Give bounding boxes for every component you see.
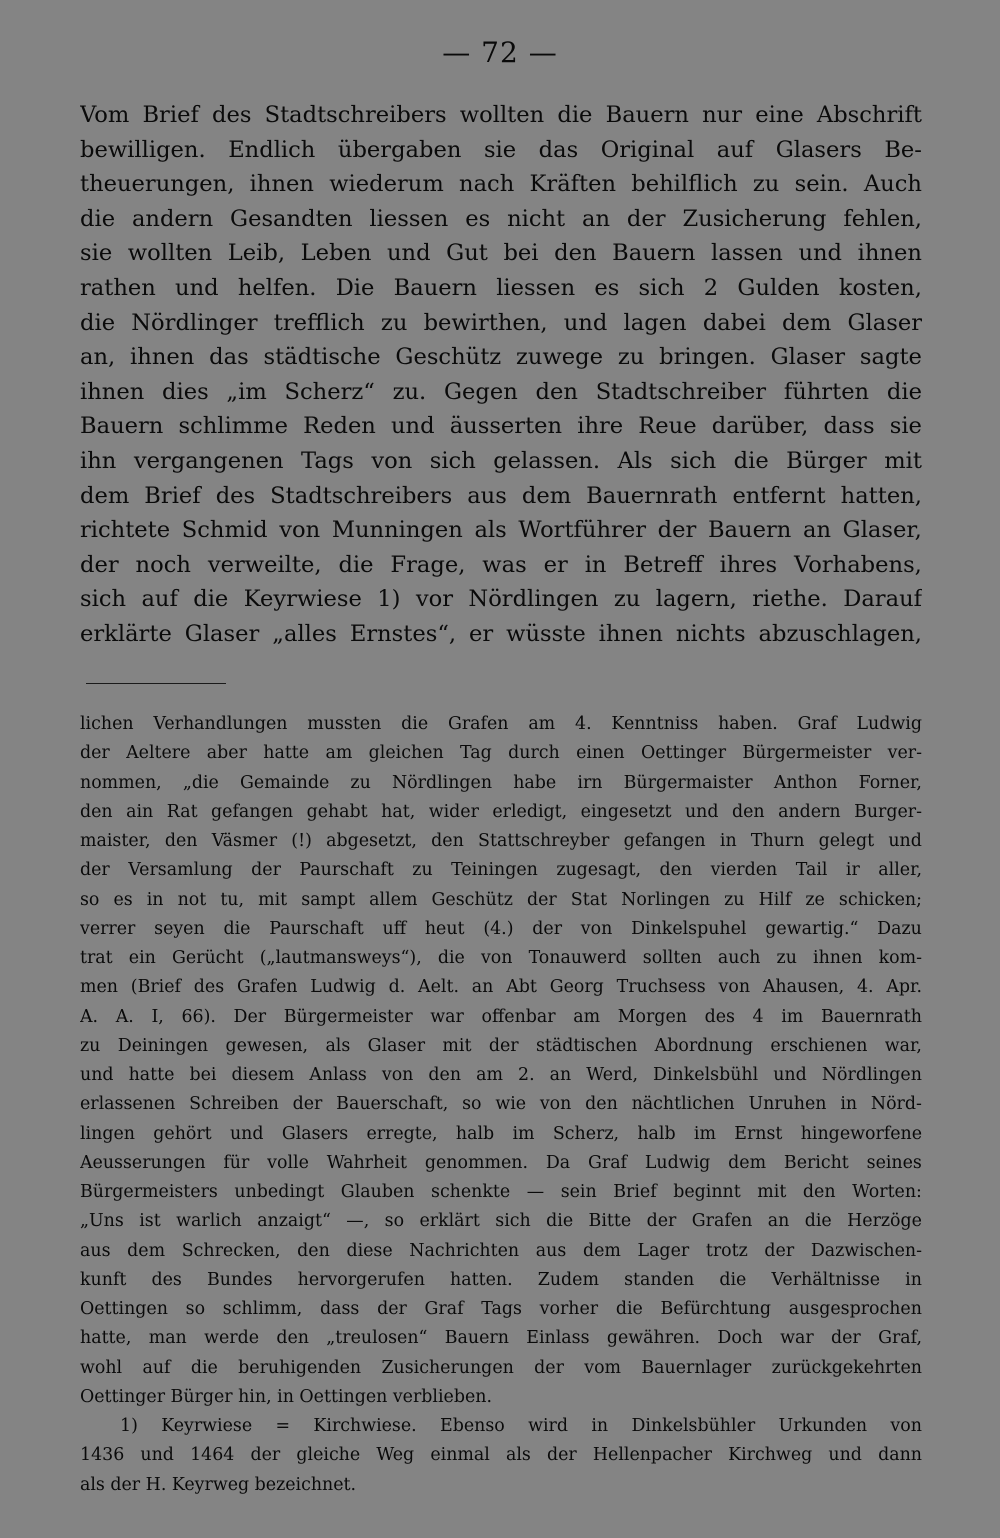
footnote-line: so es in not tu, mit sampt allem Geschütz der Stat Norlingen zu Hilf ze schicken;	[80, 889, 922, 910]
footnote-line: lichen Verhandlungen mussten die Grafen am 4. Kenntniss haben. Graf Ludwig	[80, 714, 922, 734]
main-text-line: ihn vergangenen Tags von sich gelassen. Als sich die Bürger mit	[80, 447, 922, 474]
footnote-line: trat ein Gerücht („lautmansweys“), die von Tonauwerd sollten auch zu ihnen kom-	[80, 948, 922, 968]
footnote-line: „Uns ist warlich anzaigt“ —, so erklärt sich die Bitte der Grafen an die Herzöge	[80, 1211, 922, 1232]
page-number: — 72 —	[442, 36, 558, 69]
footnote-line: men (Brief des Grafen Ludwig d. Aelt. an Abt Georg Truchsess von Ahausen, 4. Apr.	[80, 977, 922, 998]
footnote-line: und hatte bei diesem Anlass von den am 2. an Werd, Dinkelsbühl und Nördlingen	[80, 1065, 922, 1085]
main-text-line: die andern Gesandten liessen es nicht an der Zusicherung fehlen,	[80, 205, 922, 232]
footnote-line: Aeusserungen für volle Wahrheit genommen. Da Graf Ludwig dem Bericht seines	[80, 1152, 922, 1173]
footnote-separator	[86, 683, 226, 684]
footnote-line: maister, den Väsmer (!) abgesetzt, den Stattschreyber gefangen in Thurn gelegt und	[80, 831, 922, 851]
main-text-line: Vom Brief des Stadtschreibers wollten die Bauern nur eine Abschrift	[80, 102, 922, 128]
main-text-line: bewilligen. Endlich übergaben sie das Original auf Glasers Be-	[80, 136, 922, 163]
footnote-line: nommen, „die Gemainde zu Nördlingen habe irn Bürgermaister Anthon Forner,	[80, 772, 922, 793]
main-text-line: theuerungen, ihnen wiederum nach Kräften behilflich zu sein. Auch	[80, 171, 922, 198]
footnote-line: der Versamlung der Paurschaft zu Teiningen zugesagt, den vierden Tail ir aller,	[80, 860, 922, 881]
footnote-line: Oettinger Bürger hin, in Oettingen verblieben.	[80, 1386, 492, 1407]
main-text-line: die Nördlinger trefflich zu bewirthen, und lagen dabei dem Glaser	[80, 309, 922, 336]
main-text-line: Bauern schlimme Reden und äusserten ihre Reue darüber, dass sie	[80, 413, 922, 440]
footnote-line: 1) Keyrwiese = Kirchwiese. Ebenso wird in Dinkelsbühler Urkunden von	[120, 1416, 922, 1436]
footnote-line: verrer seyen die Paurschaft uff heut (4.) der von Dinkelspuhel gewartig.“ Dazu	[80, 918, 922, 939]
footnote-line: als der H. Keyrweg bezeichnet.	[80, 1474, 357, 1495]
footnote-line: erlassenen Schreiben der Bauerschaft, so wie von den nächtlichen Unruhen in Nörd-	[80, 1094, 922, 1115]
footnote-line: Oettingen so schlimm, dass der Graf Tags vorher die Befürchtung ausgesprochen	[80, 1299, 922, 1319]
footnote-line: den ain Rat gefangen gehabt hat, wider erledigt, eingesetzt und den andern Burger-	[80, 801, 922, 822]
main-text-line: rathen und helfen. Die Bauern liessen es sich 2 Gulden kosten,	[80, 274, 922, 301]
footnote-line: aus dem Schrecken, den diese Nachrichten aus dem Lager trotz der Dazwischen-	[80, 1240, 922, 1261]
footnote-line: zu Deiningen gewesen, als Glaser mit der städtischen Abordnung erschienen war,	[80, 1035, 922, 1056]
footnote-line: hatte, man werde den „treulosen“ Bauern Einlass gewähren. Doch war der Graf,	[80, 1328, 922, 1349]
footnote-line: 1436 und 1464 der gleiche Weg einmal als der Hellenpacher Kirchweg und dann	[80, 1445, 922, 1466]
footnote-line: lingen gehört und Glasers erregte, halb im Scherz, halb im Ernst hingeworfene	[80, 1123, 922, 1144]
main-text-line: dem Brief des Stadtschreibers aus dem Bauernrath entfernt hatten,	[80, 482, 922, 509]
main-text-line: sie wollten Leib, Leben und Gut bei den Bauern lassen und ihnen	[80, 240, 922, 267]
footnote-line: kunft des Bundes hervorgerufen hatten. Zudem standen die Verhältnisse in	[80, 1269, 922, 1290]
main-text-line: sich auf die Keyrwiese 1) vor Nördlingen zu lagern, riethe. Darauf	[80, 586, 922, 613]
main-text-line: erklärte Glaser „alles Ernstes“, er wüsste ihnen nichts abzuschlagen,	[80, 620, 922, 647]
footnote-line: Bürgermeisters unbedingt Glauben schenkte — sein Brief beginnt mit den Worten:	[80, 1182, 922, 1202]
footnote-line: wohl auf die beruhigenden Zusicherungen der vom Bauernlager zurückgekehrten	[80, 1357, 922, 1378]
main-text-line: an, ihnen das städtische Geschütz zuwege zu bringen. Glaser sagte	[80, 344, 922, 371]
footnote-line: A. A. I, 66). Der Bürgermeister war offenbar am Morgen des 4 im Bauernrath	[80, 1006, 922, 1027]
main-text-line: ihnen dies „im Scherz“ zu. Gegen den Stadtschreiber führten die	[80, 378, 922, 405]
main-text-line: der noch verweilte, die Frage, was er in Betreff ihres Vorhabens,	[80, 551, 922, 578]
main-text-line: richtete Schmid von Munningen als Wortführer der Bauern an Glaser,	[80, 517, 922, 544]
footnote-line: der Aeltere aber hatte am gleichen Tag durch einen Oettinger Bürgermeister ver-	[80, 743, 922, 764]
footnotes	[80, 710, 922, 1500]
main-text	[80, 98, 922, 652]
